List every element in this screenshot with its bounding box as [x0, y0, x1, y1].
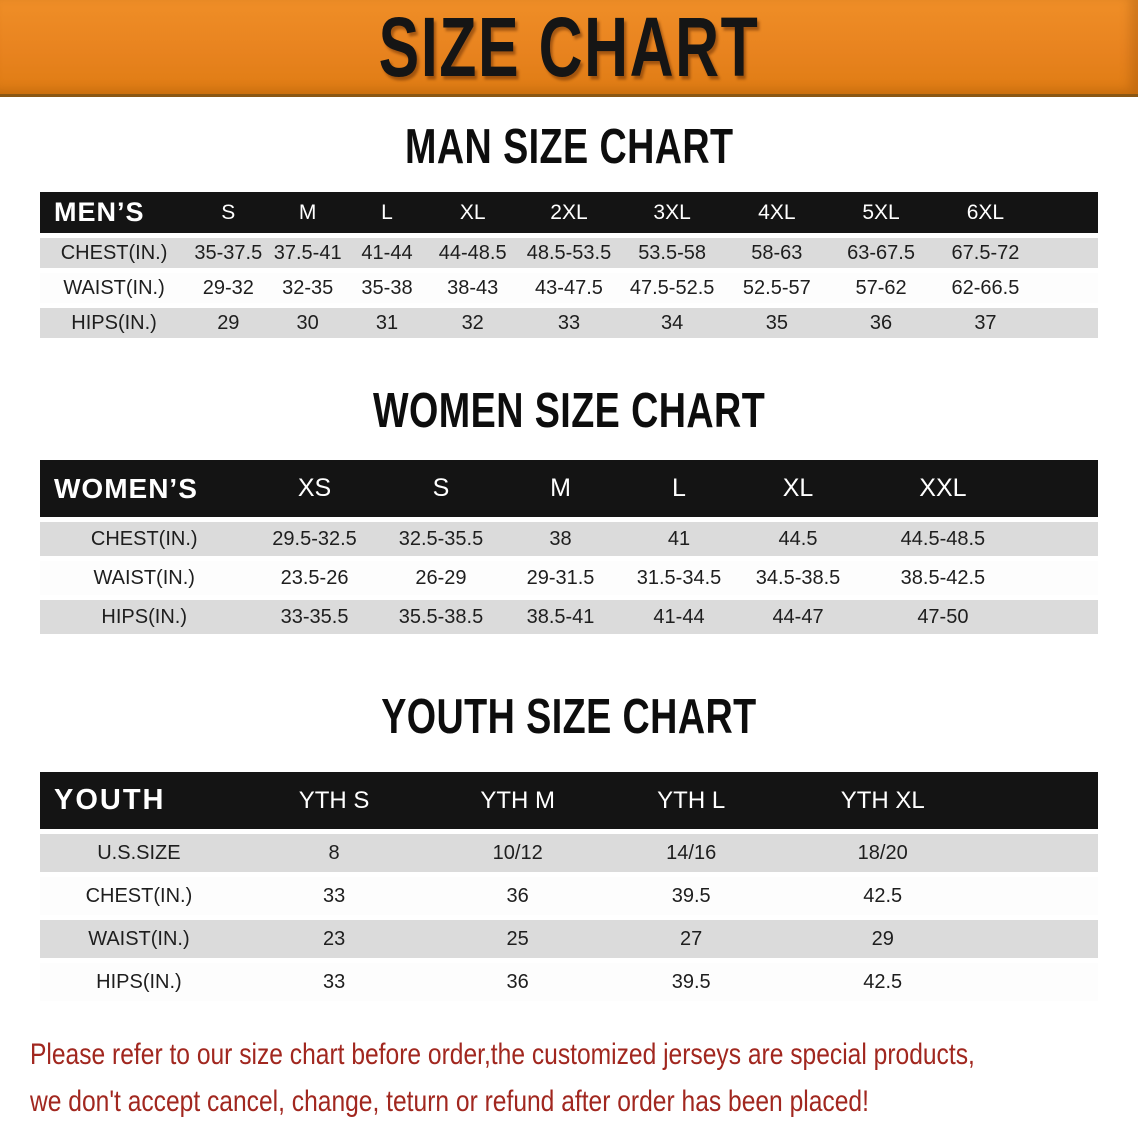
size-cell: 29-32: [188, 273, 268, 303]
women-header-row: [40, 460, 1098, 517]
row-label: WAIST(IN.): [40, 273, 188, 303]
size-cell: 35-38: [347, 273, 427, 303]
column-header: M: [501, 460, 619, 517]
men-header-row: [40, 192, 1098, 233]
size-cell: 31: [347, 308, 427, 338]
size-cell: 53.5-58: [620, 238, 725, 268]
row-label: HIPS(IN.): [40, 308, 188, 338]
column-header: XL: [738, 460, 858, 517]
table-row: [40, 963, 1098, 1001]
table-row: [40, 273, 1098, 303]
row-label: CHEST(IN.): [40, 877, 238, 915]
size-cell: 33: [518, 308, 620, 338]
table-row: [40, 522, 1098, 556]
column-header: YTH M: [430, 772, 605, 829]
column-header: YTH XL: [777, 772, 1098, 829]
size-cell: 39.5: [605, 963, 777, 1001]
size-cell: 41: [620, 522, 738, 556]
size-cell: 8: [238, 834, 431, 872]
column-header: 2XL: [518, 192, 620, 233]
column-header: YTH L: [605, 772, 777, 829]
youth-header-label: YOUTH: [40, 772, 238, 829]
size-cell: 14/16: [605, 834, 777, 872]
size-cell: 44.5-48.5: [858, 522, 1098, 556]
column-header: 6XL: [933, 192, 1098, 233]
women-size-section: [0, 383, 1138, 639]
youth-section-title-text: YOUTH SIZE CHART: [381, 688, 757, 744]
disclaimer-line2: we don't accept cancel, change, teturn or refund after order has been placed!: [30, 1084, 869, 1118]
sections-host: [0, 119, 1138, 1006]
women-section-title-text: WOMEN SIZE CHART: [372, 382, 766, 438]
men-section-title-text: MAN SIZE CHART: [404, 118, 734, 174]
column-header: XL: [427, 192, 518, 233]
size-cell: 42.5: [777, 877, 1098, 915]
size-cell: 25: [430, 920, 605, 958]
table-row: [40, 238, 1098, 268]
row-label: U.S.SIZE: [40, 834, 238, 872]
column-header: YTH S: [238, 772, 431, 829]
men-size-table: [40, 187, 1098, 343]
column-header: M: [269, 192, 347, 233]
table-row: [40, 877, 1098, 915]
size-cell: 48.5-53.5: [518, 238, 620, 268]
table-row: [40, 561, 1098, 595]
row-label: WAIST(IN.): [40, 561, 248, 595]
size-cell: 35-37.5: [188, 238, 268, 268]
women-section-title: [0, 383, 1138, 437]
column-header: L: [347, 192, 427, 233]
men-header-label: MEN’S: [40, 192, 188, 233]
size-cell: 26-29: [381, 561, 502, 595]
size-cell: 31.5-34.5: [620, 561, 738, 595]
size-cell: 36: [829, 308, 933, 338]
size-cell: 47-50: [858, 600, 1098, 634]
size-cell: 29.5-32.5: [248, 522, 380, 556]
size-cell: 23: [238, 920, 431, 958]
size-cell: 32.5-35.5: [381, 522, 502, 556]
size-cell: 27: [605, 920, 777, 958]
size-cell: 35: [724, 308, 829, 338]
youth-size-table: [40, 767, 1098, 1006]
size-cell: 38.5-41: [501, 600, 619, 634]
size-cell: 52.5-57: [724, 273, 829, 303]
size-cell: 41-44: [347, 238, 427, 268]
size-cell: 44-47: [738, 600, 858, 634]
banner: [0, 0, 1138, 97]
size-cell: 58-63: [724, 238, 829, 268]
size-cell: 36: [430, 877, 605, 915]
size-cell: 38: [501, 522, 619, 556]
row-label: CHEST(IN.): [40, 238, 188, 268]
size-cell: 67.5-72: [933, 238, 1098, 268]
size-cell: 44.5: [738, 522, 858, 556]
column-header: S: [188, 192, 268, 233]
banner-title: SIZE CHART: [378, 0, 760, 95]
size-cell: 41-44: [620, 600, 738, 634]
table-row: [40, 308, 1098, 338]
size-cell: 37.5-41: [269, 238, 347, 268]
column-header: S: [381, 460, 502, 517]
size-cell: 38.5-42.5: [858, 561, 1098, 595]
men-size-section: [0, 119, 1138, 343]
disclaimer-line1: Please refer to our size chart before order,the customized jerseys are special products,: [30, 1038, 975, 1071]
size-cell: 37: [933, 308, 1098, 338]
size-cell: 35.5-38.5: [381, 600, 502, 634]
men-section-title: [0, 119, 1138, 173]
disclaimer: [30, 1032, 1138, 1125]
column-header: 4XL: [724, 192, 829, 233]
size-cell: 62-66.5: [933, 273, 1098, 303]
size-cell: 39.5: [605, 877, 777, 915]
size-cell: 47.5-52.5: [620, 273, 725, 303]
size-cell: 33: [238, 963, 431, 1001]
size-cell: 30: [269, 308, 347, 338]
table-row: [40, 920, 1098, 958]
size-cell: 33: [238, 877, 431, 915]
row-label: HIPS(IN.): [40, 963, 238, 1001]
size-cell: 34: [620, 308, 725, 338]
column-header: XS: [248, 460, 380, 517]
size-cell: 43-47.5: [518, 273, 620, 303]
column-header: XXL: [858, 460, 1098, 517]
size-cell: 29: [777, 920, 1098, 958]
table-row: [40, 834, 1098, 872]
size-cell: 18/20: [777, 834, 1098, 872]
size-cell: 29-31.5: [501, 561, 619, 595]
size-cell: 57-62: [829, 273, 933, 303]
women-header-label: WOMEN’S: [40, 460, 248, 517]
size-cell: 63-67.5: [829, 238, 933, 268]
size-cell: 44-48.5: [427, 238, 518, 268]
table-row: [40, 600, 1098, 634]
youth-header-row: [40, 772, 1098, 829]
size-cell: 23.5-26: [248, 561, 380, 595]
size-cell: 36: [430, 963, 605, 1001]
column-header: 5XL: [829, 192, 933, 233]
youth-section-title: [0, 689, 1138, 743]
size-cell: 32: [427, 308, 518, 338]
size-cell: 10/12: [430, 834, 605, 872]
size-cell: 38-43: [427, 273, 518, 303]
row-label: CHEST(IN.): [40, 522, 248, 556]
column-header: 3XL: [620, 192, 725, 233]
size-cell: 42.5: [777, 963, 1098, 1001]
youth-size-section: [0, 689, 1138, 1006]
row-label: WAIST(IN.): [40, 920, 238, 958]
women-size-table: [40, 455, 1098, 639]
size-cell: 32-35: [269, 273, 347, 303]
size-cell: 34.5-38.5: [738, 561, 858, 595]
column-header: L: [620, 460, 738, 517]
size-cell: 29: [188, 308, 268, 338]
size-cell: 33-35.5: [248, 600, 380, 634]
row-label: HIPS(IN.): [40, 600, 248, 634]
